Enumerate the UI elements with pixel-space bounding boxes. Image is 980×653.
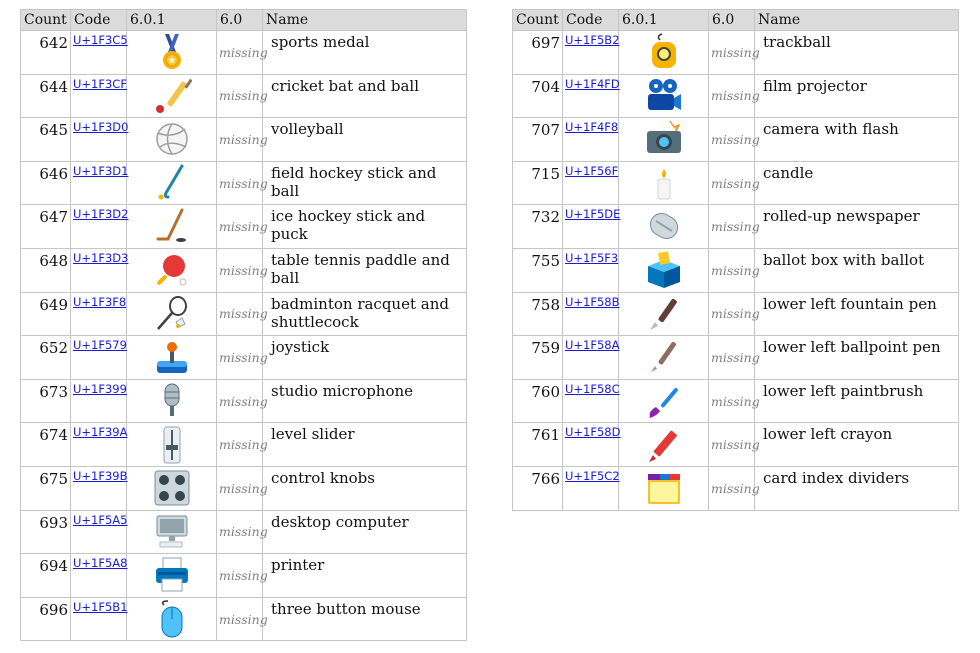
sports-medal-icon [127,32,216,72]
table-row [21,423,467,467]
name-cell: joystick [263,336,467,380]
status-cell: missing [709,74,755,118]
table-row [513,423,959,467]
name-cell: control knobs [263,466,467,510]
code-cell [71,292,127,336]
header-version-60: 6.0 [709,10,755,31]
joystick-icon [127,337,216,377]
name-cell: sports medal [263,31,467,75]
code-cell [71,510,127,554]
table-row [21,554,467,598]
table-row [21,205,467,249]
name-cell: trackball [755,31,959,75]
header-version-601: 6.0.1 [127,10,217,31]
trackball-icon [619,32,708,72]
emoji-glyph-cell [127,510,217,554]
code-cell [563,423,619,467]
control-knobs-icon [127,468,216,508]
status-cell: missing [709,31,755,75]
code-cell [71,118,127,162]
code-link[interactable]: U+1F58B [565,294,620,309]
status-cell: missing [709,248,755,292]
count-cell: 652 [21,336,71,380]
count-cell: 760 [513,379,563,423]
code-cell [71,554,127,598]
table-row [21,118,467,162]
emoji-glyph-cell [127,205,217,249]
emoji-glyph-cell [127,379,217,423]
ballpoint-pen-icon [619,337,708,377]
emoji-glyph-cell [619,161,709,205]
code-link[interactable]: U+1F3D2 [73,207,129,222]
name-cell: level slider [263,423,467,467]
count-cell: 644 [21,74,71,118]
emoji-glyph-cell [619,205,709,249]
emoji-glyph-cell [127,554,217,598]
count-cell: 707 [513,118,563,162]
table-row [21,161,467,205]
badminton-icon [127,294,216,334]
table-row [513,336,959,380]
code-cell [563,466,619,510]
header-version-601: 6.0.1 [619,10,709,31]
name-cell: lower left fountain pen [755,292,959,336]
status-cell: missing [217,597,263,641]
table-row [513,161,959,205]
emoji-glyph-cell [127,336,217,380]
status-cell: missing [709,161,755,205]
name-cell: desktop computer [263,510,467,554]
header-code: Code [563,10,619,31]
table-row [21,466,467,510]
table-row [513,74,959,118]
code-cell [71,205,127,249]
code-link[interactable]: U+1F579 [73,338,127,353]
count-cell: 759 [513,336,563,380]
count-cell: 766 [513,466,563,510]
code-link[interactable]: U+1F4FD [565,76,620,91]
status-cell: missing [217,336,263,380]
card-index-icon [619,468,708,508]
code-cell [71,379,127,423]
code-cell [563,379,619,423]
count-cell: 715 [513,161,563,205]
status-cell: missing [217,248,263,292]
code-link[interactable]: U+1F5DE [565,207,621,222]
code-link[interactable]: U+1F3D0 [73,120,129,135]
code-link[interactable]: U+1F58D [565,425,621,440]
status-cell: missing [709,379,755,423]
count-cell: 649 [21,292,71,336]
header-row [513,10,959,31]
emoji-glyph-cell [619,423,709,467]
table-row [21,510,467,554]
code-link[interactable]: U+1F5B2 [565,33,620,47]
header-row [21,10,467,31]
table-row [21,248,467,292]
count-cell: 646 [21,161,71,205]
emoji-glyph-cell [127,118,217,162]
code-cell [71,161,127,205]
code-link[interactable]: U+1F5A8 [73,556,128,571]
table-row [21,31,467,75]
name-cell: rolled-up newspaper [755,205,959,249]
code-cell [71,466,127,510]
code-link[interactable]: U+1F5F3 [565,250,619,265]
newspaper-icon [619,207,708,247]
table-row [21,379,467,423]
emoji-glyph-cell [127,31,217,75]
code-cell [71,31,127,75]
status-cell: missing [709,292,755,336]
table-row [21,292,467,336]
microphone-icon [127,381,216,421]
count-cell: 697 [513,31,563,75]
desktop-computer-icon [127,512,216,552]
emoji-glyph-cell [127,292,217,336]
code-link[interactable]: U+1F3C5 [73,33,128,47]
paintbrush-icon [619,381,708,421]
name-cell: film projector [755,74,959,118]
table-row [513,205,959,249]
name-cell: badminton racquet and shuttlecock [263,292,467,336]
table-row [513,379,959,423]
code-link[interactable]: U+1F399 [73,381,127,396]
emoji-glyph-cell [619,248,709,292]
header-code: Code [71,10,127,31]
name-cell: camera with flash [755,118,959,162]
status-cell: missing [217,466,263,510]
status-cell: missing [709,205,755,249]
count-cell: 647 [21,205,71,249]
name-cell: studio microphone [263,379,467,423]
count-cell: 732 [513,205,563,249]
name-cell: three button mouse [263,597,467,641]
count-cell: 761 [513,423,563,467]
table-row [21,74,467,118]
code-link[interactable]: U+1F3D3 [73,250,129,265]
camera-flash-icon [619,119,708,159]
level-slider-icon [127,425,216,465]
code-link[interactable]: U+1F58C [565,381,620,396]
emoji-glyph-cell [619,466,709,510]
name-cell: candle [755,161,959,205]
count-cell: 648 [21,248,71,292]
emoji-glyph-cell [127,597,217,641]
code-link[interactable]: U+1F56F [565,163,619,178]
code-cell [563,336,619,380]
name-cell: ice hockey stick and puck [263,205,467,249]
emoji-glyph-cell [619,336,709,380]
code-link[interactable]: U+1F4F8 [565,120,619,135]
name-cell: table tennis paddle and ball [263,248,467,292]
emoji-glyph-cell [619,379,709,423]
code-link[interactable]: U+1F39B [73,468,128,483]
count-cell: 673 [21,379,71,423]
count-cell: 696 [21,597,71,641]
code-cell [563,74,619,118]
emoji-table-right [512,9,959,511]
header-name: Name [755,10,959,31]
name-cell: field hockey stick and ball [263,161,467,205]
name-cell: lower left crayon [755,423,959,467]
emoji-glyph-cell [619,118,709,162]
mouse-icon [127,599,216,639]
code-cell [71,248,127,292]
code-cell [71,336,127,380]
header-name: Name [263,10,467,31]
status-cell: missing [217,379,263,423]
emoji-glyph-cell [127,248,217,292]
field-hockey-icon [127,163,216,203]
volleyball-icon [127,119,216,159]
emoji-glyph-cell [127,423,217,467]
code-cell [71,74,127,118]
status-cell: missing [709,336,755,380]
name-cell: card index dividers [755,466,959,510]
status-cell: missing [709,423,755,467]
code-link[interactable]: U+1F3CF [73,76,127,91]
name-cell: cricket bat and ball [263,74,467,118]
emoji-table-left [20,9,467,641]
code-cell [71,597,127,641]
status-cell: missing [709,118,755,162]
code-cell [563,205,619,249]
status-cell: missing [709,466,755,510]
fountain-pen-icon [619,294,708,334]
header-version-60: 6.0 [217,10,263,31]
header-count: Count [513,10,563,31]
name-cell: lower left ballpoint pen [755,336,959,380]
film-projector-icon [619,76,708,116]
status-cell: missing [217,74,263,118]
count-cell: 755 [513,248,563,292]
code-cell [563,248,619,292]
name-cell: lower left paintbrush [755,379,959,423]
status-cell: missing [217,205,263,249]
status-cell: missing [217,31,263,75]
count-cell: 704 [513,74,563,118]
emoji-glyph-cell [619,292,709,336]
status-cell: missing [217,423,263,467]
ping-pong-icon [127,250,216,290]
crayon-icon [619,425,708,465]
count-cell: 642 [21,31,71,75]
code-link[interactable]: U+1F5C2 [565,468,620,483]
count-cell: 645 [21,118,71,162]
ice-hockey-icon [127,207,216,247]
count-cell: 674 [21,423,71,467]
table-row [513,118,959,162]
emoji-glyph-cell [127,466,217,510]
status-cell: missing [217,510,263,554]
ballot-box-icon [619,250,708,290]
status-cell: missing [217,161,263,205]
name-cell: ballot box with ballot [755,248,959,292]
code-cell [563,161,619,205]
table-row [513,292,959,336]
code-cell [563,118,619,162]
code-link[interactable]: U+1F5B1 [73,599,128,614]
status-cell: missing [217,554,263,598]
code-cell [71,423,127,467]
table-row [513,466,959,510]
printer-icon [127,555,216,595]
table-row [513,248,959,292]
code-cell [563,292,619,336]
table-row [21,336,467,380]
emoji-glyph-cell [619,74,709,118]
count-cell: 694 [21,554,71,598]
code-link[interactable]: U+1F39A [73,425,128,440]
emoji-glyph-cell [619,31,709,75]
count-cell: 693 [21,510,71,554]
code-link[interactable]: U+1F58A [565,338,620,353]
status-cell: missing [217,118,263,162]
name-cell: printer [263,554,467,598]
code-link[interactable]: U+1F3F8 [73,294,127,309]
name-cell: volleyball [263,118,467,162]
header-count: Count [21,10,71,31]
code-link[interactable]: U+1F5A5 [73,512,128,527]
count-cell: 675 [21,466,71,510]
emoji-glyph-cell [127,161,217,205]
count-cell: 758 [513,292,563,336]
emoji-glyph-cell [127,74,217,118]
code-cell [563,31,619,75]
status-cell: missing [217,292,263,336]
table-row [21,597,467,641]
cricket-bat-icon [127,76,216,116]
candle-icon [619,163,708,203]
table-row [513,31,959,75]
code-link[interactable]: U+1F3D1 [73,163,129,178]
